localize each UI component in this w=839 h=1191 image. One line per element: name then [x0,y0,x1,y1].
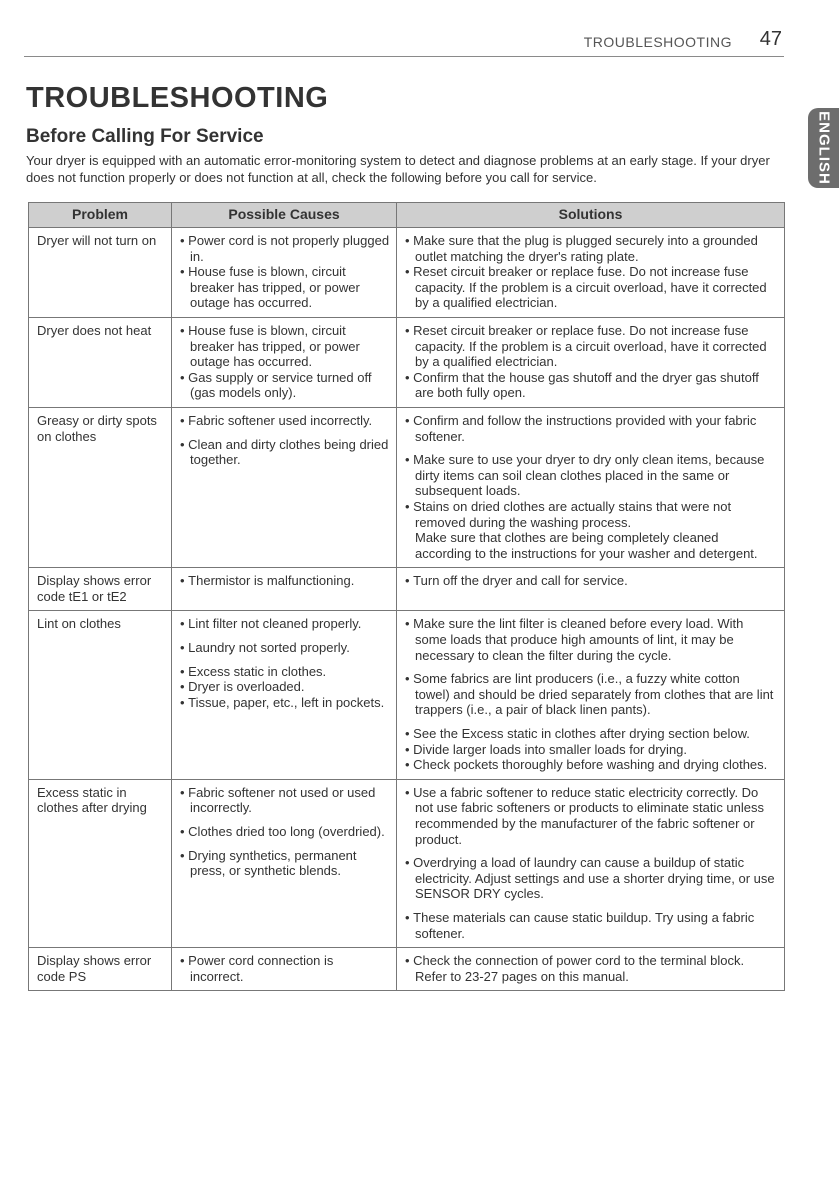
table-row [29,568,785,611]
cause-group [180,437,390,468]
cause-item: • Tissue, paper, etc., left in pockets. [180,695,390,711]
solution-note: Make sure that clothes are being completely cleaned according to the instructions for your washer and detergent. [415,530,758,561]
table-header-row [29,203,785,228]
cause-group [180,785,390,816]
cause-item: • House fuse is blown, circuit breaker has tripped, or power outage has occurred. [180,264,390,311]
cause-group [180,233,390,311]
table-row [29,317,785,407]
causes-cell [172,779,397,947]
causes-cell [172,228,397,318]
cause-group [180,664,390,711]
solution-item: • These materials can cause static buildup. Try using a fabric softener. [405,910,778,941]
table-row [29,611,785,779]
cause-item: • Lint filter not cleaned properly. [180,616,390,632]
solution-item: • Check pockets thoroughly before washing and drying clothes. [405,757,778,773]
cause-group [180,640,390,656]
cause-group [180,573,390,589]
table-row [29,948,785,991]
cause-group [180,413,390,429]
solution-item: • Confirm that the house gas shutoff and the dryer gas shutoff are both fully open. [405,370,778,401]
cause-group [180,824,390,840]
problem-cell: Greasy or dirty spots on clothes [29,407,172,567]
solutions-cell [397,228,785,318]
page-title: TROUBLESHOOTING [26,82,329,114]
solution-item: • Reset circuit breaker or replace fuse. Do not increase fuse capacity. If the problem is a circuit overload, have it corrected by a qualified electrician. [405,264,778,311]
solutions-cell [397,407,785,567]
cause-item: • Excess static in clothes. [180,664,390,680]
solutions-cell [397,568,785,611]
cause-item: • Laundry not sorted properly. [180,640,390,656]
solution-item: • Check the connection of power cord to the terminal block. Refer to 23-27 pages on this manual. [405,953,778,984]
solution-group [405,573,778,589]
intro-paragraph: Your dryer is equipped with an automatic error-monitoring system to detect and diagnose problems at an early stage. If your dryer does not function properly or does not function at all, check the following before you call for service. [26,153,770,185]
solution-item: • Turn off the dryer and call for service. [405,573,778,589]
causes-cell [172,407,397,567]
running-header-title: TROUBLESHOOTING [583,34,732,50]
solution-group [405,855,778,902]
table-row [29,407,785,567]
problem-cell: Lint on clothes [29,611,172,779]
solution-group [405,323,778,401]
causes-cell [172,948,397,991]
solution-item: • Make sure that the plug is plugged securely into a grounded outlet matching the dryer's rating plate. [405,233,778,264]
solution-group [405,785,778,847]
causes-cell [172,568,397,611]
cause-item: • Power cord connection is incorrect. [180,953,390,984]
cause-item: • Drying synthetics, permanent press, or synthetic blends. [180,848,390,879]
solution-group [405,726,778,773]
cause-item: • Fabric softener used incorrectly. [180,413,390,429]
cause-group [180,616,390,632]
troubleshooting-table [28,202,785,991]
solution-item: • Make sure the lint filter is cleaned before every load. With some loads that produce high amounts of lint, it may be necessary to clean the filter during the cycle. [405,616,778,663]
cause-group [180,953,390,984]
running-header [24,28,784,57]
solutions-cell [397,611,785,779]
cause-item: • Thermistor is malfunctioning. [180,573,390,589]
table-body [29,228,785,991]
section-title: Before Calling For Service [26,126,264,147]
solution-item: • Divide larger loads into smaller loads for drying. [405,742,778,758]
solution-group [405,910,778,941]
solution-item: • Reset circuit breaker or replace fuse. Do not increase fuse capacity. If the problem is a circuit overload, have it corrected by a qualified electrician. [405,323,778,370]
cause-item: • Power cord is not properly plugged in. [180,233,390,264]
table-row [29,779,785,947]
solution-item: • Use a fabric softener to reduce static electricity correctly. Do not use fabric softeners or products to eliminate static unless recommended by the manufacturer of the fabric softener or product. [405,785,778,847]
cause-item: • Fabric softener not used or used incorrectly. [180,785,390,816]
solution-item: • See the Excess static in clothes after drying section below. [405,726,778,742]
solutions-cell [397,317,785,407]
solution-item: • Confirm and follow the instructions provided with your fabric softener. [405,413,778,444]
column-header-solutions: Solutions [397,203,785,228]
solution-group [405,413,778,444]
solution-item: • Stains on dried clothes are actually stains that were not removed during the washing process. [405,499,778,530]
solution-group [405,452,778,561]
column-header-causes: Possible Causes [172,203,397,228]
problem-cell: Display shows error code PS [29,948,172,991]
cause-item: • Gas supply or service turned off (gas models only). [180,370,390,401]
cause-item: • Clean and dirty clothes being dried together. [180,437,390,468]
cause-group [180,848,390,879]
language-tab [808,108,839,188]
solutions-cell [397,948,785,991]
solution-group [405,953,778,984]
solutions-cell [397,779,785,947]
cause-item: • Clothes dried too long (overdried). [180,824,390,840]
solution-item: • Overdrying a load of laundry can cause a buildup of static electricity. Adjust settings and use a shorter drying time, or use SENSOR DRY cycles. [405,855,778,902]
solution-item: • Some fabrics are lint producers (i.e., a fuzzy white cotton towel) and should be dried separately from clothes that are lint trappers (i.e., a pair of black linen pants). [405,671,778,718]
solution-group [405,671,778,718]
problem-cell: Excess static in clothes after drying [29,779,172,947]
solution-group [405,233,778,311]
problem-cell: Dryer will not turn on [29,228,172,318]
column-header-problem: Problem [29,203,172,228]
cause-group [180,323,390,401]
causes-cell [172,611,397,779]
problem-cell: Display shows error code tE1 or tE2 [29,568,172,611]
problem-cell: Dryer does not heat [29,317,172,407]
solution-item: • Make sure to use your dryer to dry only clean items, because dirty items can soil clean clothes placed in the same or subsequent loads. [405,452,778,499]
table-row [29,228,785,318]
language-tab-label: ENGLISH [815,111,832,185]
cause-item: • Dryer is overloaded. [180,679,390,695]
solution-group [405,616,778,663]
cause-item: • House fuse is blown, circuit breaker has tripped, or power outage has occurred. [180,323,390,370]
causes-cell [172,317,397,407]
page-number: 47 [759,28,782,50]
